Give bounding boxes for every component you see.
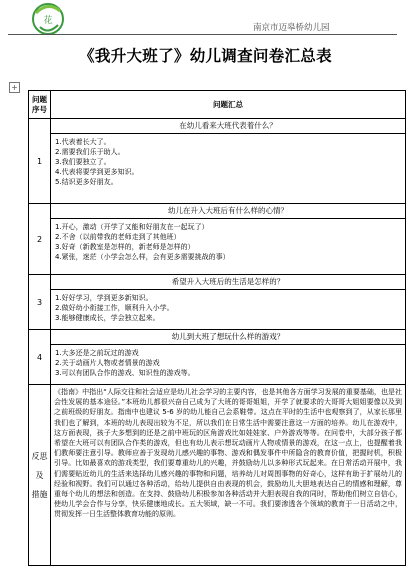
survey-summary-table <box>28 90 406 566</box>
table-row <box>29 119 406 204</box>
list-item: 4.紧张，迷茫（小学会怎么样，会有更多需要挑战的事） <box>55 253 230 261</box>
list-item: 3.能够健康成长，学会独立起来。 <box>55 314 160 322</box>
reflection-label-line: 反思 <box>31 451 48 461</box>
list-item: 3.我们要独立了。 <box>55 158 111 166</box>
reflection-label <box>29 385 51 566</box>
question-text: 在幼儿看来大班代表着什么？ <box>51 119 405 134</box>
table-move-handle-icon[interactable]: + <box>9 82 20 93</box>
list-item: 1.代表着长大了。 <box>55 138 111 146</box>
table-header-row <box>29 91 406 119</box>
list-item: 1.大多还是之前玩过的游戏 <box>55 349 139 357</box>
header-divider <box>8 34 397 35</box>
question-number: 4 <box>29 330 51 385</box>
table-row <box>29 330 406 385</box>
question-cell <box>51 275 406 330</box>
list-item: 2.做好幼小衔接工作，顺利升入小学。 <box>55 304 174 312</box>
question-cell <box>51 204 406 275</box>
answer-list <box>51 219 405 264</box>
logo-text: 花 <box>43 16 53 26</box>
reflection-text: 《指南》中指出“人际交往和社会适应是幼儿社会学习的主要内容，也是其他各方面学习发展的重要基础，也是社会性发展的基本途径。”本班幼儿都很兴奋自己成为了大班的哥哥姐姐，开学了就要求的大哥哥大姐姐要像以及到之前班级的好朋友。指南中也建议 5-6 岁的幼儿能自己会系鞋带。这点在平时的生活中也观察到了，从家长那里我们也了解到，本班的幼儿表现出较为不足，所以我们在日常生活中需要注意这一方面的培养。幼儿在游戏中，这方面表现，孩子大多想到的还是之前中班玩的区角游戏比如娃娃家、户外游戏等等。在问卷中，大部分孩子都希望在大班可以有团队合作类的游戏，但也有幼儿表示想玩动画片人物或情景的游戏，在这一点上，也提醒着我们教师要注意引导。教师应善于发现幼儿感兴趣的事物、游戏和偶发事件中所隐含的教育价值，把握时机，积极引导。比如最喜欢的游戏类型，我们要尊重幼儿的兴趣，并鼓励幼儿以多种形式玩起来。在日常活动开展中，我们需要贴近幼儿的生活来选择幼儿感兴趣的事物和问题，培养幼儿对周围事物的好奇心，这样有助于扩展幼儿的经验和视野。我们可以通过各种活动，给幼儿提供自由表现的机会，鼓励幼儿大胆地表达自己的情感和理解，尊重每个幼儿的想法和创造。在支持、鼓励幼儿积极参加各种活动并大胆表现自我的同时，帮助他们树立自信心，使幼儿学会合作与分享，快乐健康地成长。五大领域，缺一不可。我们要渗透各个领域的教育于一日活动之中，贯彻发挥一日生活整体教育功能的原则。 <box>54 388 402 519</box>
question-text: 希望升入大班后的生活是怎样的？ <box>51 275 405 290</box>
reflection-cell <box>51 385 406 566</box>
list-item: 1.好好学习，学到更多新知识。 <box>55 294 153 302</box>
reflection-row <box>29 385 406 566</box>
page-title: 《我升大班了》幼儿调查问卷汇总表 <box>79 46 332 65</box>
question-text: 幼儿在升入大班后有什么样的心情？ <box>51 204 405 219</box>
school-logo <box>28 1 68 37</box>
list-item: 2.关于动画片人物或者情景的游戏 <box>55 359 160 367</box>
list-item: 5.结识更多好朋友。 <box>55 178 118 186</box>
answer-list <box>51 345 405 380</box>
question-cell <box>51 330 406 385</box>
list-item: 3.可以有团队合作的游戏、知识性的游戏等。 <box>55 369 195 377</box>
list-item: 4.代表将要学到更多知识。 <box>55 168 139 176</box>
reflection-label-line: 措施 <box>31 489 48 499</box>
table-row <box>29 275 406 330</box>
answer-list <box>51 134 405 189</box>
header-seq: 问题序号 <box>29 91 51 119</box>
answer-list <box>51 290 405 325</box>
list-item: 3.好奇（新教室是怎样的，新老师是怎样的） <box>55 243 195 251</box>
question-text: 幼儿到大班了想玩什么样的游戏？ <box>51 330 405 345</box>
list-item: 2.需要我们乐于助人。 <box>55 148 125 156</box>
header-summary: 问题汇总 <box>51 91 406 119</box>
question-number: 1 <box>29 119 51 204</box>
question-number: 3 <box>29 275 51 330</box>
reflection-label-line: 及 <box>35 470 44 480</box>
question-number: 2 <box>29 204 51 275</box>
question-cell <box>51 119 406 204</box>
school-name: 南京市迈皋桥幼儿园 <box>253 23 330 33</box>
list-item: 2.不舍（以前带我的老师走到了其他班） <box>55 233 181 241</box>
table-row <box>29 204 406 275</box>
list-item: 1.开心，激动（开学了又能和好朋友在一起玩了） <box>55 223 209 231</box>
